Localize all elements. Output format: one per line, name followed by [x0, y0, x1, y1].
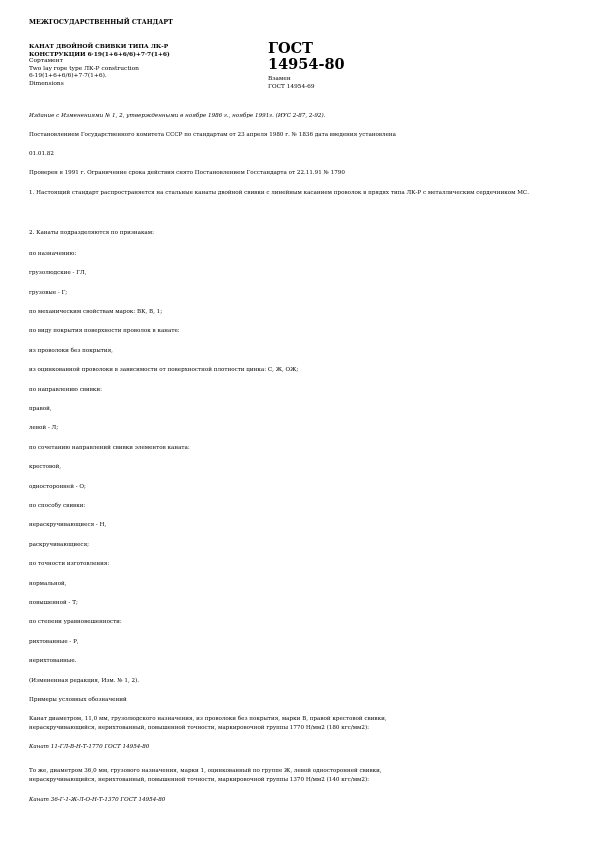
title-line-1: КАНАТ ДВОЙНОЙ СВИВКИ ТИПА ЛК-Р [29, 43, 169, 50]
list-item: из оцинкованной проволоки в зависимости от поверхностной плотности цинка: С, Ж, ОЖ; [29, 367, 299, 373]
list-item: грузовые - Г; [29, 290, 68, 296]
examples-heading: Примеры условных обозначений [29, 697, 127, 703]
title-line-4: Two lay rope type ЛК-Р construction [29, 65, 139, 72]
title-block [29, 43, 244, 89]
list-item: по механическим свойствам марок: ВК, В, 1; [29, 309, 163, 315]
paragraph-2: 2. Канаты подразделяются по признакам: [29, 230, 155, 236]
list-item: по точности изготовления: [29, 561, 110, 567]
list-item: из проволоки без покрытия, [29, 348, 113, 354]
example-2-text: То же, диаметром 36,0 мм, грузового назначения, марки 1, оцинкованный по группе Ж, левой односторонней свивки, [29, 768, 382, 774]
example-1-text: Канат диаметром, 11,0 мм, грузолюдского назначения, из проволоки без покрытия, марки В, правой крестовой свивки, [29, 716, 387, 722]
gost-replaces [268, 76, 388, 91]
list-item: по сочетанию направлений свивки элементов каната: [29, 445, 190, 451]
list-item: по виду покрытия поверхности проволок в канате: [29, 328, 180, 334]
checked-note: Проверен в 1991 г. Ограничение срока действия снято Постановлением Госстандарта от 22.11.91 № 1790 [29, 170, 345, 176]
interstate-standard-header: МЕЖГОСУДАРСТВЕННЫЙ СТАНДАРТ [29, 19, 173, 26]
gost-instead-label: Взамен [268, 76, 291, 82]
title-line-2: КОНСТРУКЦИИ 6·19(1+6+6/6)+7·7(1+6) [29, 50, 170, 58]
resolution-text: Постановлением Государственного комитета СССР по стандартам от 23 апреля 1980 г. № 1836 дата введения установлена [29, 132, 396, 138]
edition-note: Издание с Изменениями № 1, 2, утвержденными в ноябре 1986 г., ноябре 1991г. (ИУС 2-87, 2-92). [29, 113, 326, 119]
gost-label: ГОСТ [268, 40, 313, 57]
list-item: по степени уравновешенности: [29, 619, 122, 625]
amendment-note: (Измененная редакция, Изм. № 1, 2). [29, 678, 140, 684]
list-item: левой - Л; [29, 425, 59, 431]
list-item: по назначению: [29, 251, 77, 257]
list-item: грузолюдские - ГЛ, [29, 270, 87, 276]
example-1-designation: Канат 11-ГЛ-В-Н-Т-1770 ГОСТ 14954-80 [29, 744, 150, 750]
gost-number: 14954-80 [268, 56, 345, 73]
example-2-text: нераскручивающийся, нерихтованный, повышенной точности, маркировочной группы 1370 Н/мм2 (140 кгс/мм2): [29, 777, 370, 783]
list-item: крестовой, [29, 464, 62, 470]
effective-date: 01.01.82 [29, 151, 54, 157]
gost-block [268, 41, 388, 91]
title-line-6: Dimensions [29, 80, 64, 87]
list-item: по направлению свивки: [29, 387, 102, 393]
list-item: раскручивающиеся; [29, 542, 89, 548]
gost-instead-value: ГОСТ 14954-69 [268, 83, 315, 90]
title-line-3: Сортамент [29, 58, 63, 65]
list-item: нормальной, [29, 581, 67, 587]
list-item: рихтованные - Р, [29, 639, 79, 645]
list-item: по способу свивки: [29, 503, 86, 509]
list-item: повышенной - Т; [29, 600, 78, 606]
list-item: правой, [29, 406, 52, 412]
list-item: нерихтованные. [29, 658, 77, 664]
paragraph-1: 1. Настоящий стандарт распространяется на стальные канаты двойной свивки с линейным касанием проволок в прядях типа ЛК-Р с металлическим сердечником МС. [29, 190, 529, 196]
example-1-text: нераскручивающийся, нерихтованный, повышенной точности, маркировочной группы 1770 Н/мм2 (180 кгс/мм2): [29, 725, 370, 731]
example-2-designation: Канат 36-Г-1-Ж-Л-О-Н-Т-1370 ГОСТ 14954-80 [29, 797, 166, 803]
list-item: нераскручивающиеся - Н, [29, 522, 107, 528]
list-item: односторонней - О; [29, 484, 86, 490]
title-line-5: 6·19(1+6+6/6)+7·7(1+6). [29, 73, 107, 80]
